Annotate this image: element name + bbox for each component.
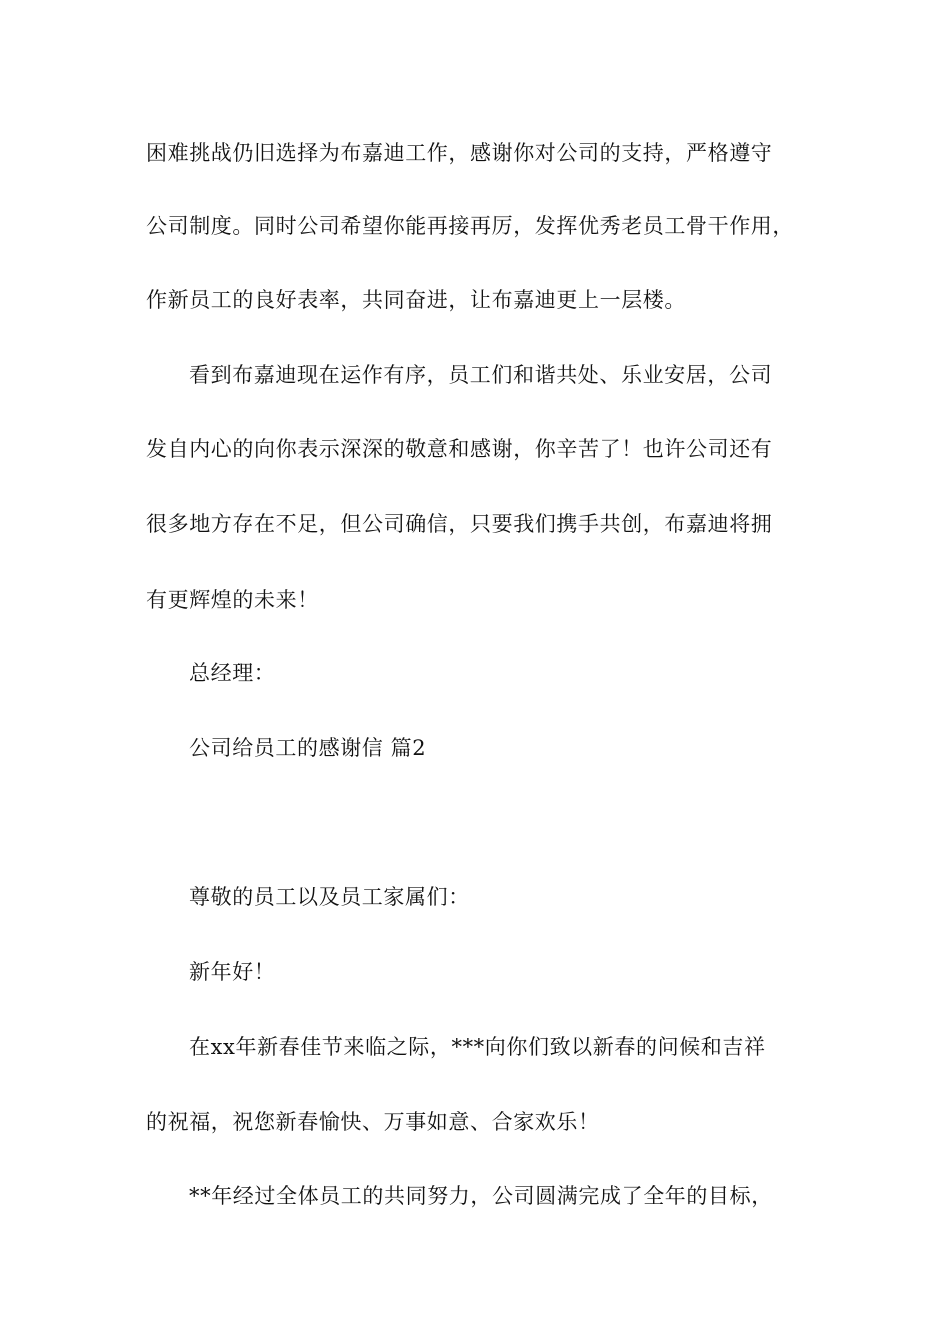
paragraph-line: 在xx年新春佳节来临之际，***向你们致以新春的问候和吉祥 bbox=[189, 1035, 766, 1059]
paragraph-line: 很多地方存在不足，但公司确信，只要我们携手共创，布嘉迪将拥 bbox=[146, 512, 773, 536]
paragraph-line: 发自内心的向你表示深深的敬意和感谢，你辛苦了！也许公司还有 bbox=[146, 437, 773, 461]
paragraph-line: 公司制度。同时公司希望你能再接再厉，发挥优秀老员工骨干作用， bbox=[146, 214, 794, 238]
signature-label: 总经理： bbox=[189, 661, 276, 685]
salutation: 尊敬的员工以及员工家属们： bbox=[189, 885, 470, 909]
paragraph-line: 看到布嘉迪现在运作有序，员工们和谐共处、乐业安居，公司 bbox=[189, 363, 773, 387]
paragraph-line: **年经过全体员工的共同努力，公司圆满完成了全年的目标， bbox=[189, 1184, 773, 1208]
paragraph-line: 有更辉煌的未来！ bbox=[146, 588, 319, 612]
paragraph-line: 困难挑战仍旧选择为布嘉迪工作，感谢你对公司的支持，严格遵守 bbox=[146, 141, 773, 165]
paragraph-line: 的祝福，祝您新春愉快、万事如意、合家欢乐！ bbox=[146, 1110, 600, 1134]
paragraph-line: 作新员工的良好表率，共同奋进，让布嘉迪更上一层楼。 bbox=[146, 288, 686, 312]
greeting: 新年好！ bbox=[189, 960, 276, 984]
section-heading: 公司给员工的感谢信 篇2 bbox=[189, 736, 427, 760]
